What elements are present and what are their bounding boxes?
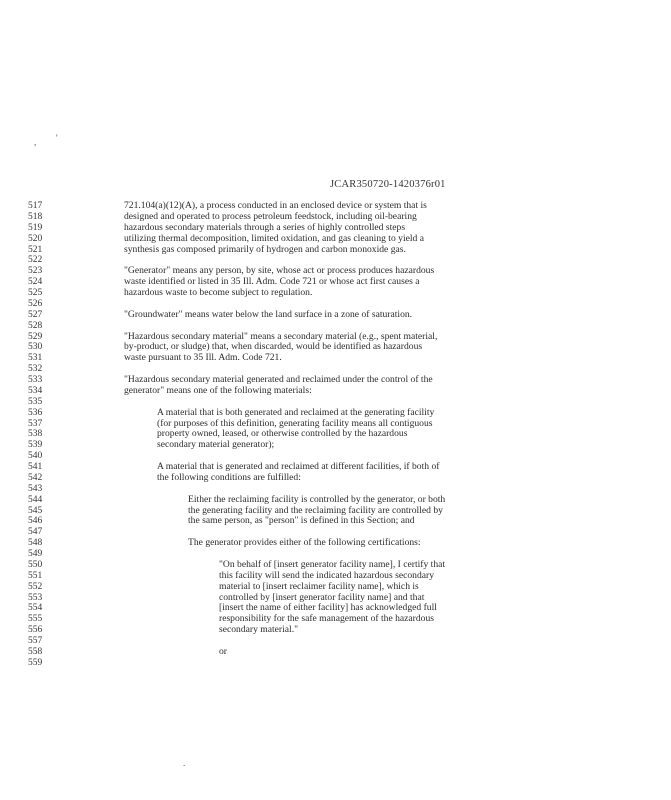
- line-number: 557: [28, 636, 43, 646]
- line-number: 546: [28, 516, 43, 527]
- line-number: 529: [28, 331, 43, 342]
- text-line: [124, 397, 484, 408]
- line-number: 532: [28, 364, 43, 375]
- line-number: 538: [28, 429, 43, 440]
- text-line: [124, 658, 484, 669]
- scan-mark-left: ,: [34, 137, 37, 147]
- text-line: [124, 484, 484, 495]
- text-line: synthesis gas composed primarily of hydrogen and carbon monoxide gas.: [124, 243, 406, 255]
- text-line: "Generator" means any person, by site, whose act or process produces hazardous: [124, 265, 435, 277]
- text-line: A material that is generated and reclaimed at different facilities, if both of: [157, 461, 440, 472]
- line-number: 534: [28, 385, 43, 396]
- scan-mark-right: ': [56, 133, 58, 143]
- line-number: 536: [28, 407, 43, 418]
- text-line: secondary material.": [219, 624, 299, 636]
- text-line: "Groundwater" means water below the land surface in a zone of saturation.: [124, 308, 413, 320]
- line-number: 520: [28, 233, 43, 244]
- line-number: 531: [28, 353, 43, 364]
- line-number: 541: [28, 462, 43, 472]
- line-number: 543: [28, 483, 43, 494]
- text-line: Either the reclaiming facility is controlled by the generator, or both: [188, 493, 446, 505]
- line-number: 554: [28, 603, 43, 614]
- text-line: by-product, or sludge) that, when discarded, would be identified as hazardous: [124, 341, 423, 353]
- text-line: controlled by [insert generator facility name] and that: [219, 591, 425, 603]
- text-line: A material that is both generated and reclaimed at the generating facility: [157, 406, 435, 418]
- line-number: 551: [28, 570, 43, 581]
- text-line: "Hazardous secondary material generated and reclaimed under the control of the: [124, 374, 433, 385]
- text-line: waste identified or listed in 35 Ill. Adm. Code 721 or whose act first causes a: [124, 276, 420, 288]
- text-line: the following conditions are fulfilled:: [157, 471, 301, 483]
- line-number: 528: [28, 320, 43, 331]
- line-number: 547: [28, 527, 43, 538]
- line-number: 552: [28, 581, 43, 592]
- text-line: [124, 636, 484, 647]
- line-number: 519: [28, 222, 43, 233]
- document-body: [124, 201, 484, 669]
- line-number: 535: [28, 396, 43, 407]
- text-line: [insert the name of either facility] has acknowledged full: [219, 602, 437, 614]
- line-number: 524: [28, 277, 43, 288]
- line-number: 537: [28, 418, 43, 429]
- text-line: hazardous waste to become subject to regulation.: [124, 287, 313, 298]
- document-id: JCAR350720-1420376r01: [330, 179, 446, 190]
- text-line: (for purposes of this definition, generating facility means all contiguous: [157, 417, 433, 429]
- text-line: the generating facility and the reclaiming facility are controlled by: [188, 504, 443, 516]
- text-line: "On behalf of [insert generator facility name], I certify that: [219, 558, 446, 570]
- line-number: 526: [28, 298, 43, 309]
- line-number: 542: [28, 472, 43, 483]
- line-number-column: [28, 201, 58, 669]
- line-number: 550: [28, 559, 43, 570]
- line-number: 521: [28, 244, 43, 255]
- text-line: this facility will send the indicated hazardous secondary: [219, 569, 434, 581]
- text-line: [124, 321, 484, 332]
- line-number: 540: [28, 451, 43, 462]
- text-line: The generator provides either of the following certifications:: [188, 537, 421, 549]
- line-number: 522: [28, 255, 43, 266]
- text-line: designed and operated to process petroleum feedstock, including oil-bearing: [124, 210, 417, 222]
- text-line: utilizing thermal decomposition, limited oxidation, and gas cleaning to yield a: [124, 232, 425, 244]
- text-line: hazardous secondary materials through a series of highly controlled steps: [124, 221, 406, 233]
- line-number: 523: [28, 266, 43, 277]
- line-number: 530: [28, 342, 43, 353]
- text-line: or: [219, 645, 227, 657]
- text-line: property owned, leased, or otherwise controlled by the hazardous: [157, 428, 408, 440]
- text-line: responsibility for the safe management of the hazardous: [219, 613, 434, 625]
- line-number: 555: [28, 614, 43, 625]
- text-line: waste pursuant to 35 Ill. Adm. Code 721.: [124, 352, 282, 364]
- line-number: 553: [28, 592, 43, 603]
- line-number: 559: [28, 657, 43, 668]
- line-number: 533: [28, 375, 43, 385]
- scan-mark-bottom: .: [183, 758, 186, 768]
- text-line: "Hazardous secondary material" means a secondary material (e.g., spent material,: [124, 330, 438, 342]
- line-number: 539: [28, 440, 43, 451]
- text-line: the same person, as "person" is defined in this Section; and: [188, 515, 415, 527]
- line-number: 525: [28, 288, 43, 298]
- text-line: material to [insert reclaimer facility name], which is: [219, 580, 419, 592]
- line-number: 556: [28, 625, 43, 636]
- line-number: 545: [28, 505, 43, 516]
- line-number: 549: [28, 549, 43, 559]
- line-number: 548: [28, 538, 43, 549]
- text-line: secondary material generator);: [157, 439, 275, 451]
- text-line: 721.104(a)(12)(A), a process conducted in an enclosed device or system that is: [124, 200, 427, 211]
- line-number: 544: [28, 494, 43, 505]
- text-line: generator" means one of the following materials:: [124, 384, 312, 396]
- line-number: 518: [28, 211, 43, 222]
- line-number: 558: [28, 646, 43, 657]
- line-number: 517: [28, 201, 43, 211]
- line-number: 527: [28, 309, 43, 320]
